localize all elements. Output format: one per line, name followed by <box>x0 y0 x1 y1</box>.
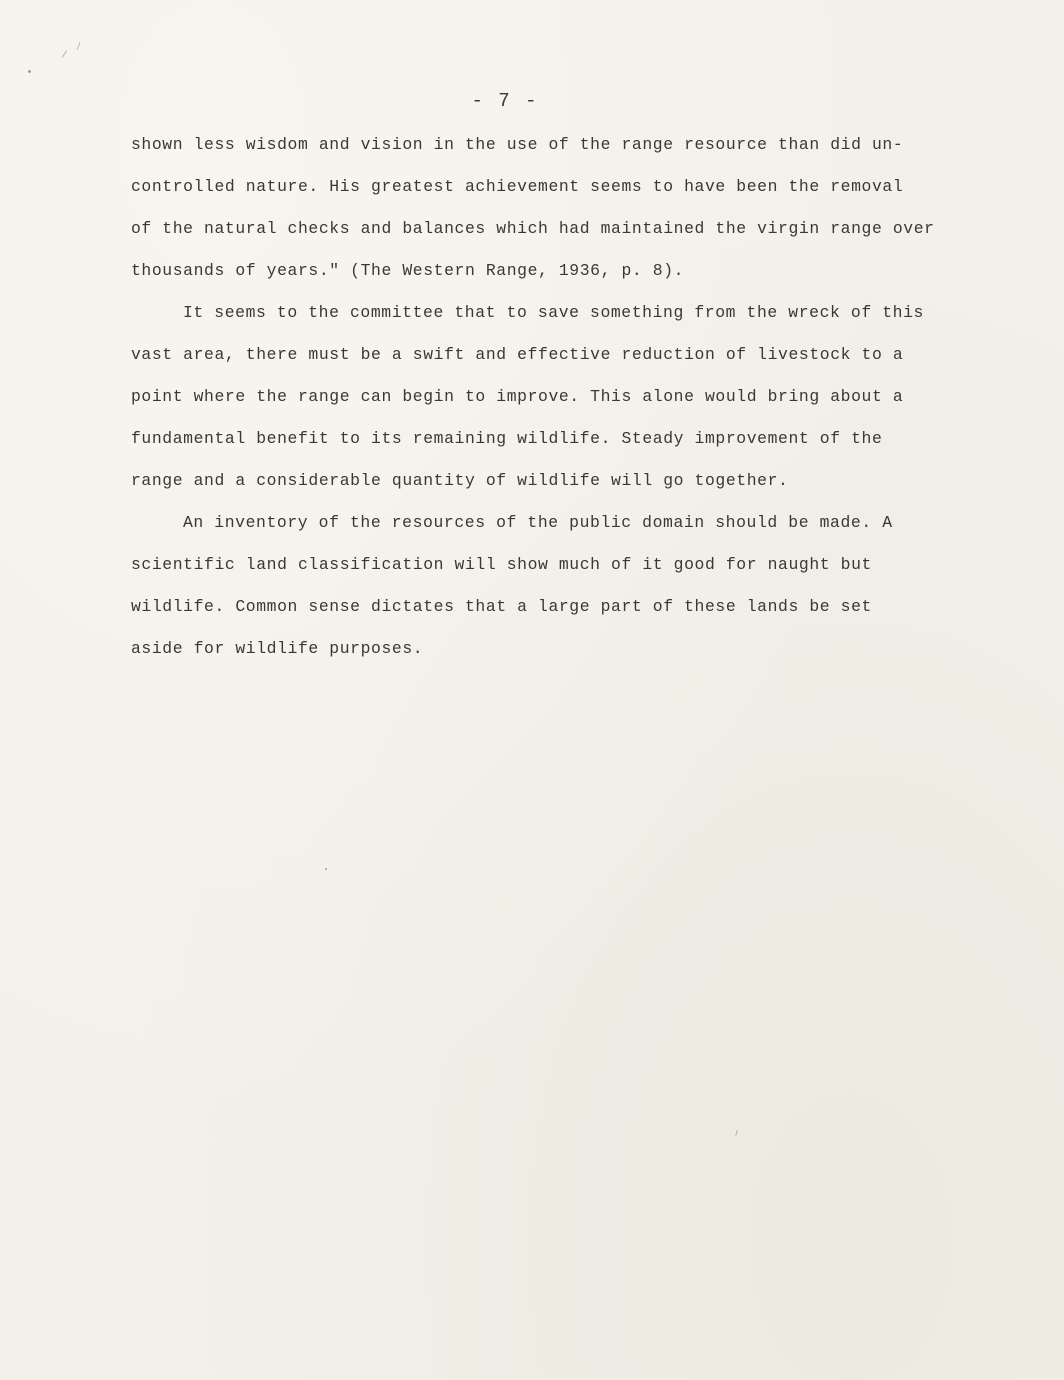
paragraph-start-line: It seems to the committee that to save something from the wreck of this <box>183 303 924 322</box>
text-line: point where the range can begin to improve. This alone would bring about a <box>131 387 904 406</box>
page-number: - 7 - <box>471 90 539 112</box>
typed-body-text <box>131 124 961 670</box>
text-line: controlled nature. His greatest achievement seems to have been the removal <box>131 177 904 196</box>
text-line: aside for wildlife purposes. <box>131 639 424 658</box>
text-line: vast area, there must be a swift and effective reduction of livestock to a <box>131 345 904 364</box>
text-line: fundamental benefit to its remaining wildlife. Steady improvement of the <box>131 429 883 448</box>
text-line: of the natural checks and balances which had maintained the virgin range over <box>131 219 935 238</box>
text-line: wildlife. Common sense dictates that a large part of these lands be set <box>131 597 872 616</box>
text-line: range and a considerable quantity of wildlife will go together. <box>131 471 789 490</box>
text-line: shown less wisdom and vision in the use of the range resource than did un- <box>131 135 904 154</box>
paper-speck <box>325 868 327 870</box>
paper-mark <box>77 42 81 50</box>
paper-mark <box>62 50 67 57</box>
paper-mark <box>735 1130 738 1136</box>
text-line: scientific land classification will show much of it good for naught but <box>131 555 872 574</box>
paragraph-start-line: An inventory of the resources of the public domain should be made. A <box>183 513 893 532</box>
paper-speck <box>28 70 31 73</box>
text-line: thousands of years." (The Western Range, 1936, p. 8). <box>131 261 685 280</box>
